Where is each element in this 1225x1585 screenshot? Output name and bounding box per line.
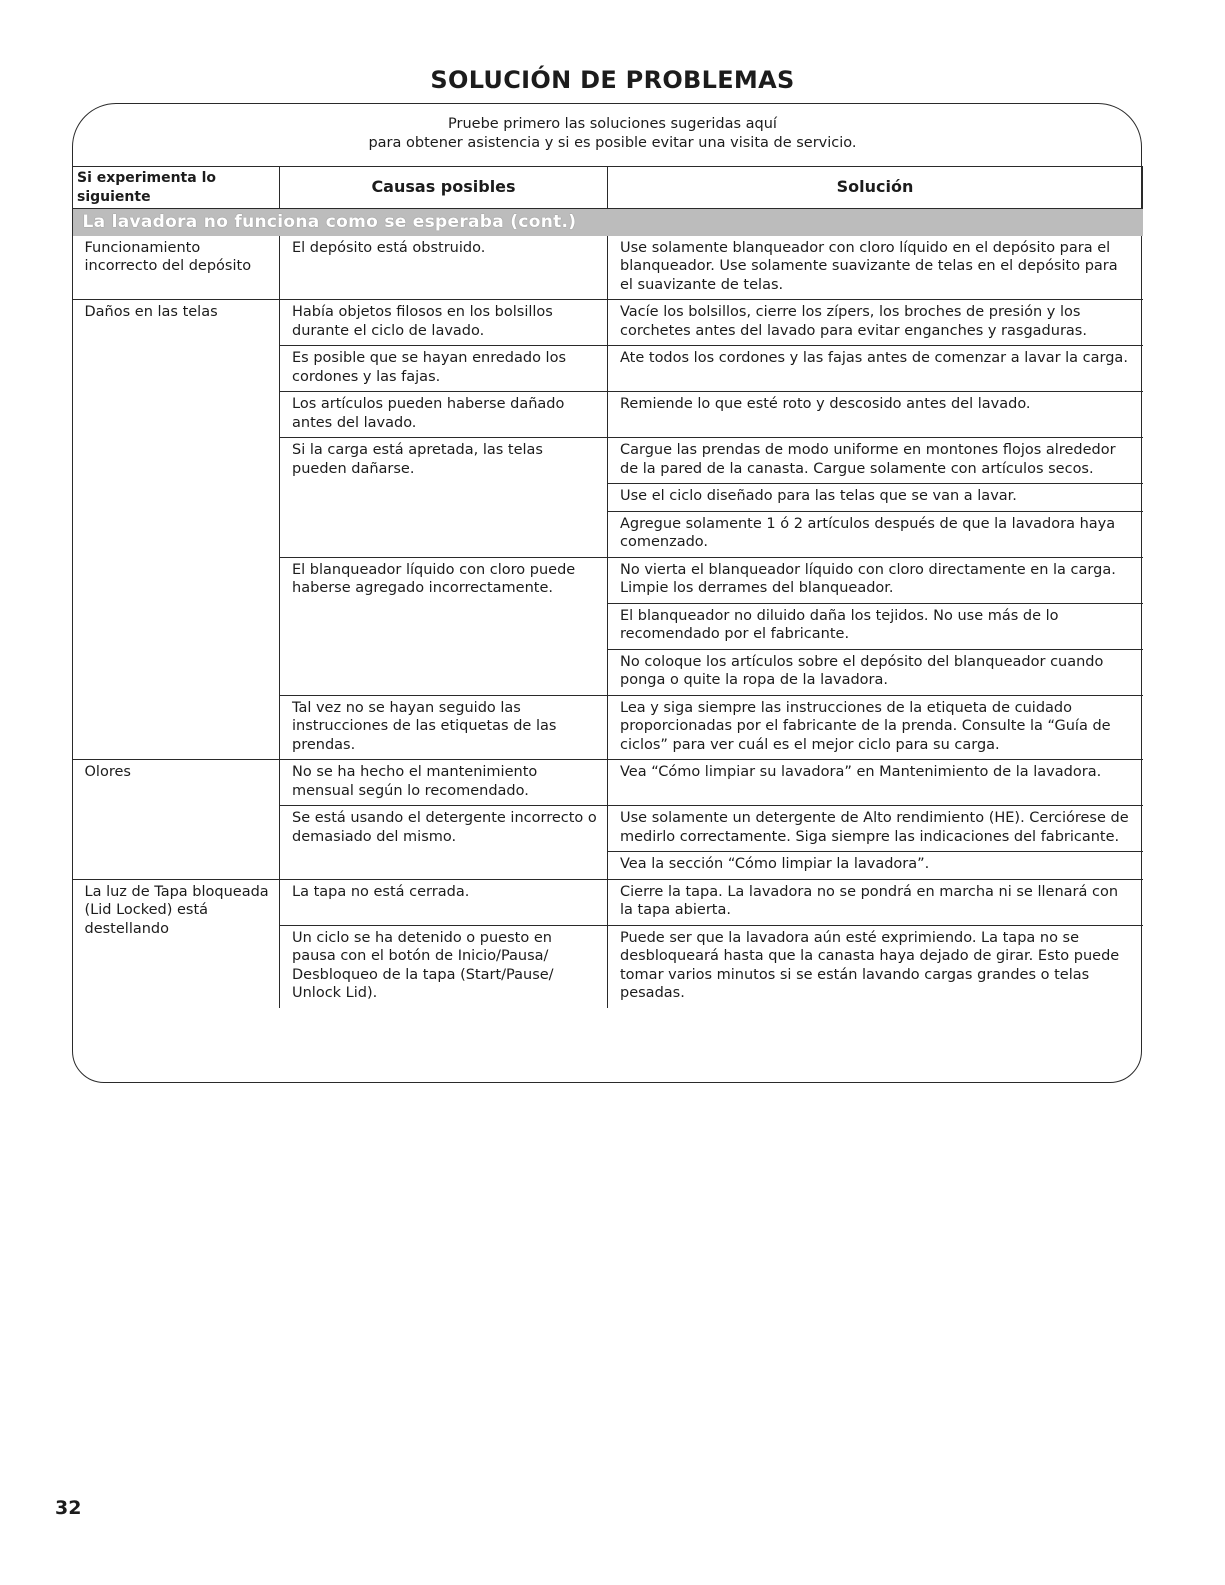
- symptom-cell: Funcionamiento incorrecto del depósito: [73, 236, 280, 300]
- header-solution: Solución: [608, 167, 1143, 209]
- solution-cell: Use solamente blanqueador con cloro líquido en el depósito para el blanqueador. Use solamente suavizante de telas en el depósito para el suavizante de telas.: [608, 236, 1143, 300]
- symptom-cell: La luz de Tapa bloqueada (Lid Locked) está destellando: [73, 879, 280, 1008]
- header-causes: Causas posibles: [280, 167, 608, 209]
- symptom-cell: Olores: [73, 760, 280, 880]
- cause-cell: Tal vez no se hayan seguido las instrucciones de las etiquetas de las prendas.: [280, 695, 608, 760]
- cause-cell: Un ciclo se ha detenido o puesto en pausa con el botón de Inicio/Pausa/ Desbloqueo de la tapa (Start/Pause/ Unlock Lid).: [280, 925, 608, 1008]
- cause-cell: El blanqueador líquido con cloro puede haberse agregado incorrectamente.: [280, 557, 608, 695]
- solution-cell: Use solamente un detergente de Alto rendimiento (HE). Cerciórese de medirlo correctamente. Siga siempre las indicaciones del fabricante.: [608, 806, 1143, 852]
- solution-cell: Vacíe los bolsillos, cierre los zípers, los broches de presión y los corchetes antes del lavado para evitar enganches y rasgaduras.: [608, 300, 1143, 346]
- cause-cell: La tapa no está cerrada.: [280, 879, 608, 925]
- table-row: [73, 879, 1143, 925]
- cause-cell: Había objetos filosos en los bolsillos durante el ciclo de lavado.: [280, 300, 608, 346]
- cause-cell: Si la carga está apretada, las telas pueden dañarse.: [280, 438, 608, 558]
- troubleshooting-table: [72, 166, 1143, 1008]
- solution-cell: Lea y siga siempre las instrucciones de la etiqueta de cuidado proporcionadas por el fabricante de la prenda. Consulte la “Guía de ciclos” para ver cuál es el mejor ciclo para su carga.: [608, 695, 1143, 760]
- solution-cell: El blanqueador no diluido daña los tejidos. No use más de lo recomendado por el fabricante.: [608, 603, 1143, 649]
- cause-cell: El depósito está obstruido.: [280, 236, 608, 300]
- symptom-cell: Daños en las telas: [73, 300, 280, 760]
- solution-cell: Agregue solamente 1 ó 2 artículos después de que la lavadora haya comenzado.: [608, 511, 1143, 557]
- header-symptom: Si experimenta lo siguiente: [73, 167, 280, 209]
- intro-line-2: para obtener asistencia y si es posible evitar una visita de servicio.: [368, 135, 857, 151]
- section-band-row: [73, 209, 1143, 236]
- cause-cell: Los artículos pueden haberse dañado antes del lavado.: [280, 392, 608, 438]
- solution-cell: Vea “Cómo limpiar su lavadora” en Mantenimiento de la lavadora.: [608, 760, 1143, 806]
- section-band: La lavadora no funciona como se esperaba (cont.): [73, 209, 1143, 236]
- solution-cell: Ate todos los cordones y las fajas antes de comenzar a lavar la carga.: [608, 346, 1143, 392]
- solution-cell: No coloque los artículos sobre el depósito del blanqueador cuando ponga o quite la ropa de la lavadora.: [608, 649, 1143, 695]
- table-row: [73, 300, 1143, 346]
- solution-cell: Use el ciclo diseñado para las telas que se van a lavar.: [608, 484, 1143, 512]
- cause-cell: Se está usando el detergente incorrecto o demasiado del mismo.: [280, 806, 608, 880]
- solution-cell: No vierta el blanqueador líquido con cloro directamente en la carga. Limpie los derrames del blanqueador.: [608, 557, 1143, 603]
- solution-cell: Vea la sección “Cómo limpiar la lavadora”.: [608, 852, 1143, 880]
- page-number: 32: [55, 1497, 82, 1519]
- solution-cell: Remiende lo que esté roto y descosido antes del lavado.: [608, 392, 1143, 438]
- table-row: [73, 236, 1143, 300]
- solution-cell: Cierre la tapa. La lavadora no se pondrá en marcha ni se llenará con la tapa abierta.: [608, 879, 1143, 925]
- cause-cell: Es posible que se hayan enredado los cordones y las fajas.: [280, 346, 608, 392]
- solution-cell: Puede ser que la lavadora aún esté exprimiendo. La tapa no se desbloqueará hasta que la canasta haya dejado de girar. Esto puede tomar varios minutos si se están lavando cargas grandes o telas pesadas.: [620, 929, 1120, 1001]
- intro-line-1: Pruebe primero las soluciones sugeridas aquí: [448, 116, 777, 132]
- cause-cell: No se ha hecho el mantenimiento mensual según lo recomendado.: [280, 760, 608, 806]
- table-row: [73, 760, 1143, 806]
- intro-text: [0, 115, 1225, 153]
- page-title: SOLUCIÓN DE PROBLEMAS: [430, 66, 795, 94]
- solution-cell: Cargue las prendas de modo uniforme en montones flojos alrededor de la pared de la canasta. Cargue solamente con artículos secos.: [608, 438, 1143, 484]
- header-row: [73, 167, 1143, 209]
